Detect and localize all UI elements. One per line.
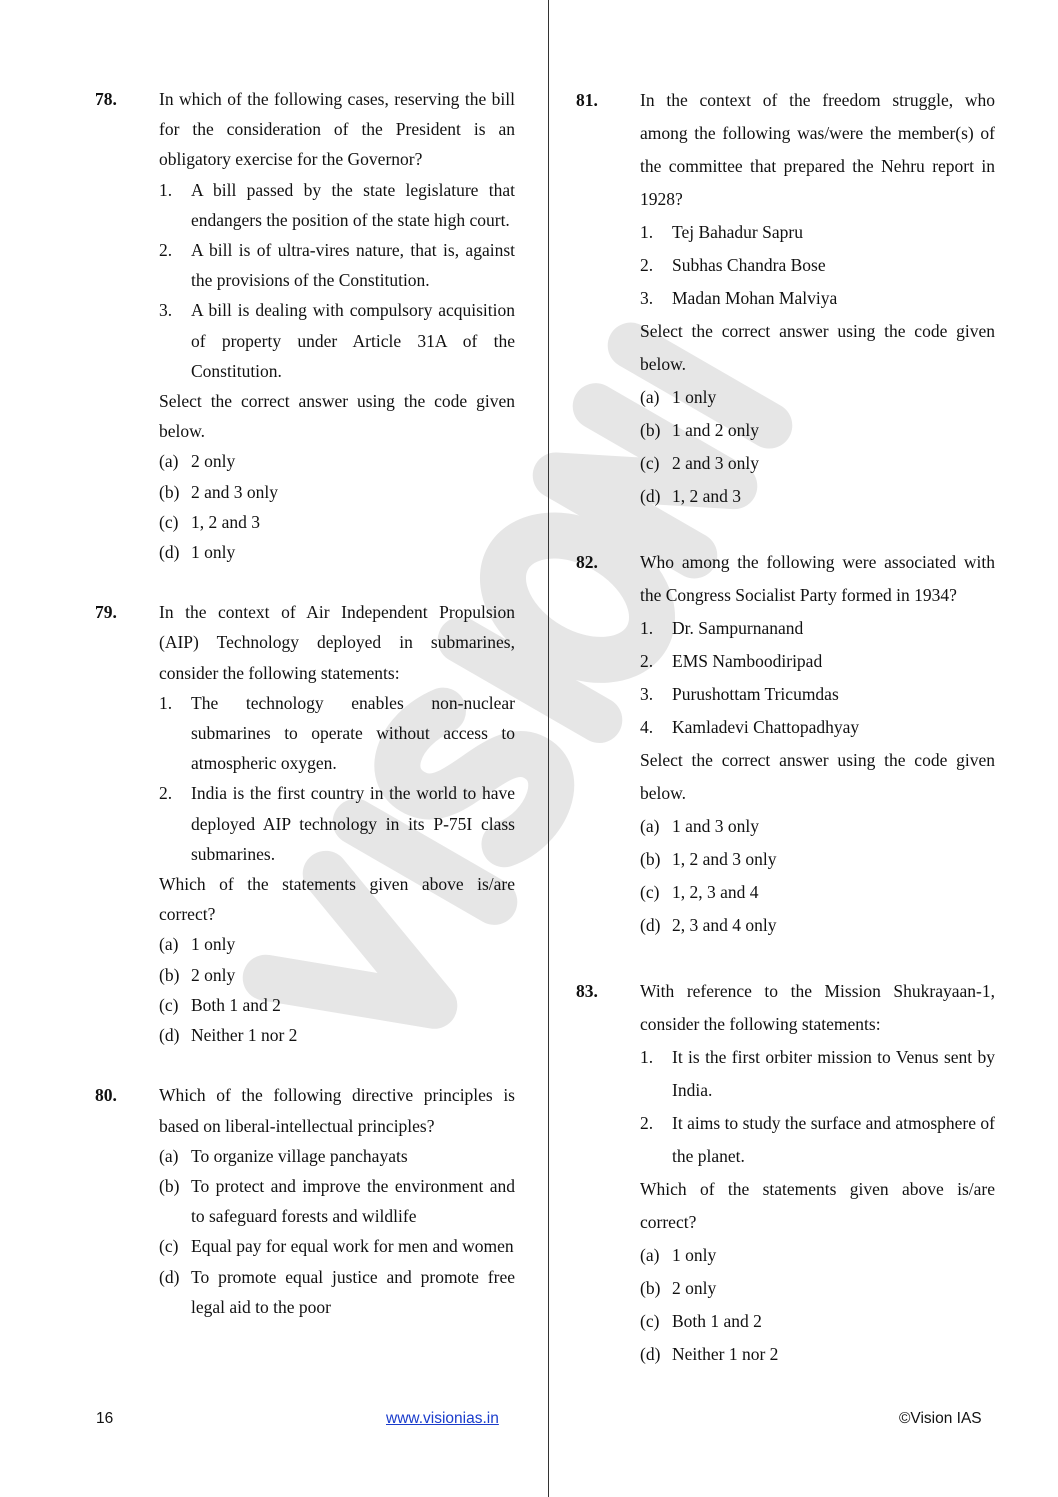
answer-instruction: Select the correct answer using the code given below. [640,321,995,374]
statement-item: 2. It aims to study the surface and atmosphere of the planet. [640,1113,995,1166]
answer-option: (d) 2, 3 and 4 only [640,915,777,935]
statement-item: 2. A bill is of ultra-vires nature, that is, against the provisions of the Constitution. [159,240,515,291]
answer-instruction: Select the correct answer using the code given below. [159,391,515,442]
question-text: In which of the following cases, reserving the bill for the consideration of the President is an obligatory exercise for the Governor? [159,89,515,170]
question-text: With reference to the Mission Shukrayaan-1, consider the following statements: [640,981,995,1034]
answer-option: (b) 1 and 2 only [640,420,760,440]
answer-option: (b) 2 only [640,1278,717,1298]
statement-item: 1. It is the first orbiter mission to Venus sent by India. [640,1047,995,1100]
statement-item: 3. A bill is dealing with compulsory acquisition of property under Article 31A of the Constitution. [159,300,515,381]
statement-item: 4. Kamladevi Chattopadhyay [640,717,860,737]
answer-option: (c) 1, 2, 3 and 4 [640,882,759,902]
statement-item: 1. The technology enables non-nuclear submarines to operate without access to atmospheric oxygen. [159,692,515,774]
right-column [576,84,995,1371]
question-81 [576,84,995,513]
question-82 [576,546,995,942]
question-text: In the context of Air Independent Propulsion (AIP) Technology deployed in submarines, consider the following statements: [159,602,515,683]
answer-instruction: Select the correct answer using the code given below. [640,750,995,803]
statement-item: 1. Dr. Sampurnanand [640,618,804,638]
answer-option: (b) 2 and 3 only [159,481,279,502]
question-number: 80. [95,1085,117,1106]
statement-item: 2. India is the first country in the world to have deployed AIP technology in its P-75I class submarines. [159,783,515,864]
answer-option: (b) 2 only [159,964,236,985]
answer-option: (d) 1, 2 and 3 [640,486,742,506]
answer-option: (b) 1, 2 and 3 only [640,849,777,869]
answer-option: (b) To protect and improve the environment and to safeguard forests and wildlife [159,1175,515,1227]
answer-option: (d) 1 only [159,542,236,563]
answer-option: (a) 1 only [159,934,236,955]
answer-option: (a) To organize village panchayats [159,1145,408,1166]
answer-option: (c) Both 1 and 2 [159,994,281,1015]
answer-option: (c) Both 1 and 2 [640,1311,762,1331]
statement-item: 3. Madan Mohan Malviya [640,288,838,308]
answer-instruction: Which of the statements given above is/are correct? [159,874,515,925]
statement-item: 1. Tej Bahadur Sapru [640,222,803,242]
question-number: 79. [95,602,117,623]
column-divider [548,0,549,1497]
question-number: 78. [95,89,117,109]
copyright-text: ©Vision IAS [899,1410,982,1427]
question-83 [576,975,995,1371]
website-link[interactable]: www.visionias.in [386,1410,499,1427]
statement-item: 3. Purushottam Tricumdas [640,684,839,704]
answer-instruction: Which of the statements given above is/are correct? [640,1179,995,1232]
question-text: Which of the following directive principles is based on liberal-intellectual principles? [159,1085,515,1136]
answer-option: (a) 1 only [640,387,717,407]
answer-option: (c) 1, 2 and 3 [159,511,261,532]
answer-option: (a) 1 only [640,1245,717,1265]
left-column [95,84,515,1322]
question-number: 81. [576,90,598,110]
answer-option: (d) Neither 1 nor 2 [159,1025,298,1046]
answer-option: (a) 1 and 3 only [640,816,760,836]
answer-option: (c) 2 and 3 only [640,453,760,473]
question-number: 82. [576,552,598,572]
statement-item: 1. A bill passed by the state legislature that endangers the position of the state high court. [159,179,515,230]
answer-option: (d) To promote equal justice and promote free legal aid to the poor [159,1266,515,1317]
question-79 [95,597,515,1050]
question-text: In the context of the freedom struggle, who among the following was/were the member(s) of the committee that prepared the Nehru report in 1928? [640,90,995,209]
question-text: Who among the following were associated with the Congress Socialist Party formed in 1934? [640,552,995,605]
question-78 [95,84,515,567]
question-80 [95,1080,515,1322]
answer-option: (c) Equal pay for equal work for men and women [159,1236,514,1257]
page-number: 16 [96,1410,114,1427]
answer-option: (a) 2 only [159,451,236,472]
question-number: 83. [576,981,598,1001]
statement-item: 2. EMS Namboodiripad [640,651,823,671]
answer-option: (d) Neither 1 nor 2 [640,1344,779,1364]
statement-item: 2. Subhas Chandra Bose [640,255,826,275]
